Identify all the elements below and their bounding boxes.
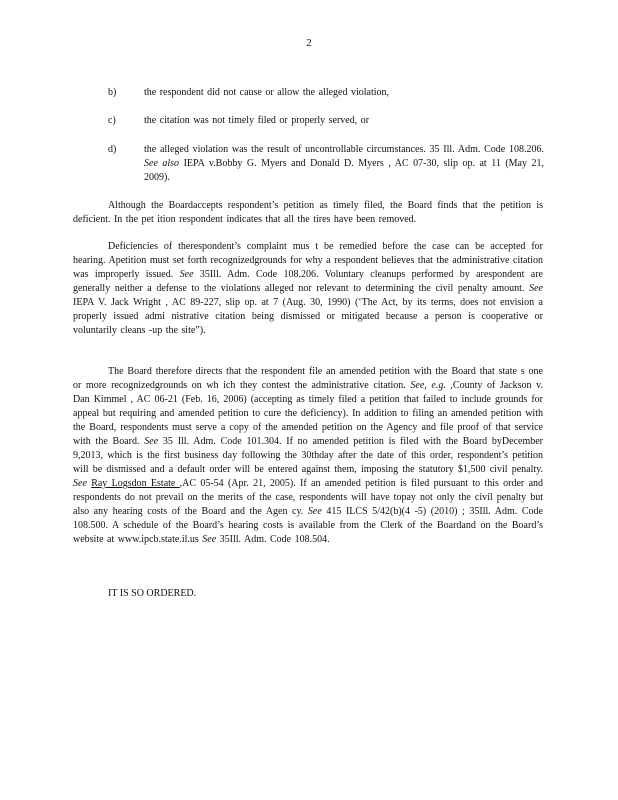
citation-signal: See also [144,158,180,169]
paragraph-board-directs [73,365,543,547]
list-text: the citation was not timely filed or properly served, or [144,115,370,126]
paragraph-text: ,County of Jackson v. Dan Kimmel , AC 06-21 (Feb. 16, 2006) (accepting as timely filed a petition that failed to include grounds for appeal but requiring and amended petition to cure the deficiency). In addition to filing an amended petition with the Board, respondents must serve a copy of the amended petition on the Agency and file proof of that service with the Board. [73,380,543,447]
citation-signal: See [307,506,322,517]
citation-signal: See, e.g. [410,380,446,391]
case-name: Ray Logsdon Estate [91,478,180,489]
paragraph-text: 35 Ill. Adm. Code 101.304. If no amended petition is filed with the Board byDecember 9,2013, which is the first business day following the 30thday after the date of this order, respondent’s petition will be dismissed and a default order will be entered against them, imposing the statutory $1,500 civil penalty. [73,436,544,475]
paragraph-text: 415 ILCS 5/42(b)(4 -5) (2010) ; 35Ill. Adm. Code 108.500. A schedule of the Board’s hearing costs is available from the Clerk of the Boardand on the Board’s website at www.ipcb.state.il.us [73,506,543,545]
list-text [144,143,544,185]
paragraph-petition-deficient: Although the Boardaccepts respondent’s petition as timely filed, the Board finds that the petition is deficient. In the pet ition respondent indicates that all the tires have been removed. [73,200,543,225]
list-marker: d) [108,144,117,155]
paragraph-text: 35Ill. Adm. Code 108.504. [216,534,330,545]
list-text-part: IEPA v.Bobby G. Myers and Donald D. Myers , AC 07-30, slip op. at 11 (May 21, 2009). [144,158,545,183]
list-text-part: the alleged violation was the result of uncontrollable circumstances. 35 Ill. Adm. Code 108.206. [144,144,544,155]
paragraph-text: IEPA V. Jack Wright , AC 89-227, slip op. at 7 (Aug. 30, 1990) (‘The Act, by its terms, does not envision a properly issued admi nistrative citation being dismissed or mitigated because a person is cooperative or voluntarily cleans -up the site”). [73,297,543,336]
list-marker: b) [108,87,117,98]
paragraph-text: ,AC 05-54 (Apr. 21, 2005). If an amended petition is filed pursuant to this order and respondents do not prevail on the merits of the case, respondents will have topay not only the civil penalty but also any hearing costs of the Board and the Agen cy. [73,478,544,517]
paragraph-text: 35Ill. Adm. Code 108.206. Voluntary cleanups performed by arespondent are generally neither a defense to the violations alleged nor relevant to determining the civil penalty amount. [73,269,543,294]
list-marker: c) [108,115,116,126]
citation-signal: See [529,283,543,294]
paragraph-text: The Board therefore directs that the respondent file an amended petition with the Board that state s one or more recognizedgrounds on wh ich they contest the administrative citation. [73,366,543,391]
citation-signal: See [202,534,217,545]
list-text: the respondent did not cause or allow the alleged violation, [144,87,390,98]
citation-signal: See [144,436,159,447]
citation-signal: See [179,269,194,280]
paragraph-text: Deficiencies of therespondent’s complaint mus t be remedied before the case can be accepted for hearing. Apetition must set forth recognizedgrounds for why a respondent believes that the administrative citation was improperly issued. [73,241,543,280]
paragraph-deficiencies [73,240,543,338]
closing-order: IT IS SO ORDERED. [108,588,197,599]
page-number: 2 [306,37,312,49]
citation-signal: See [73,478,87,489]
